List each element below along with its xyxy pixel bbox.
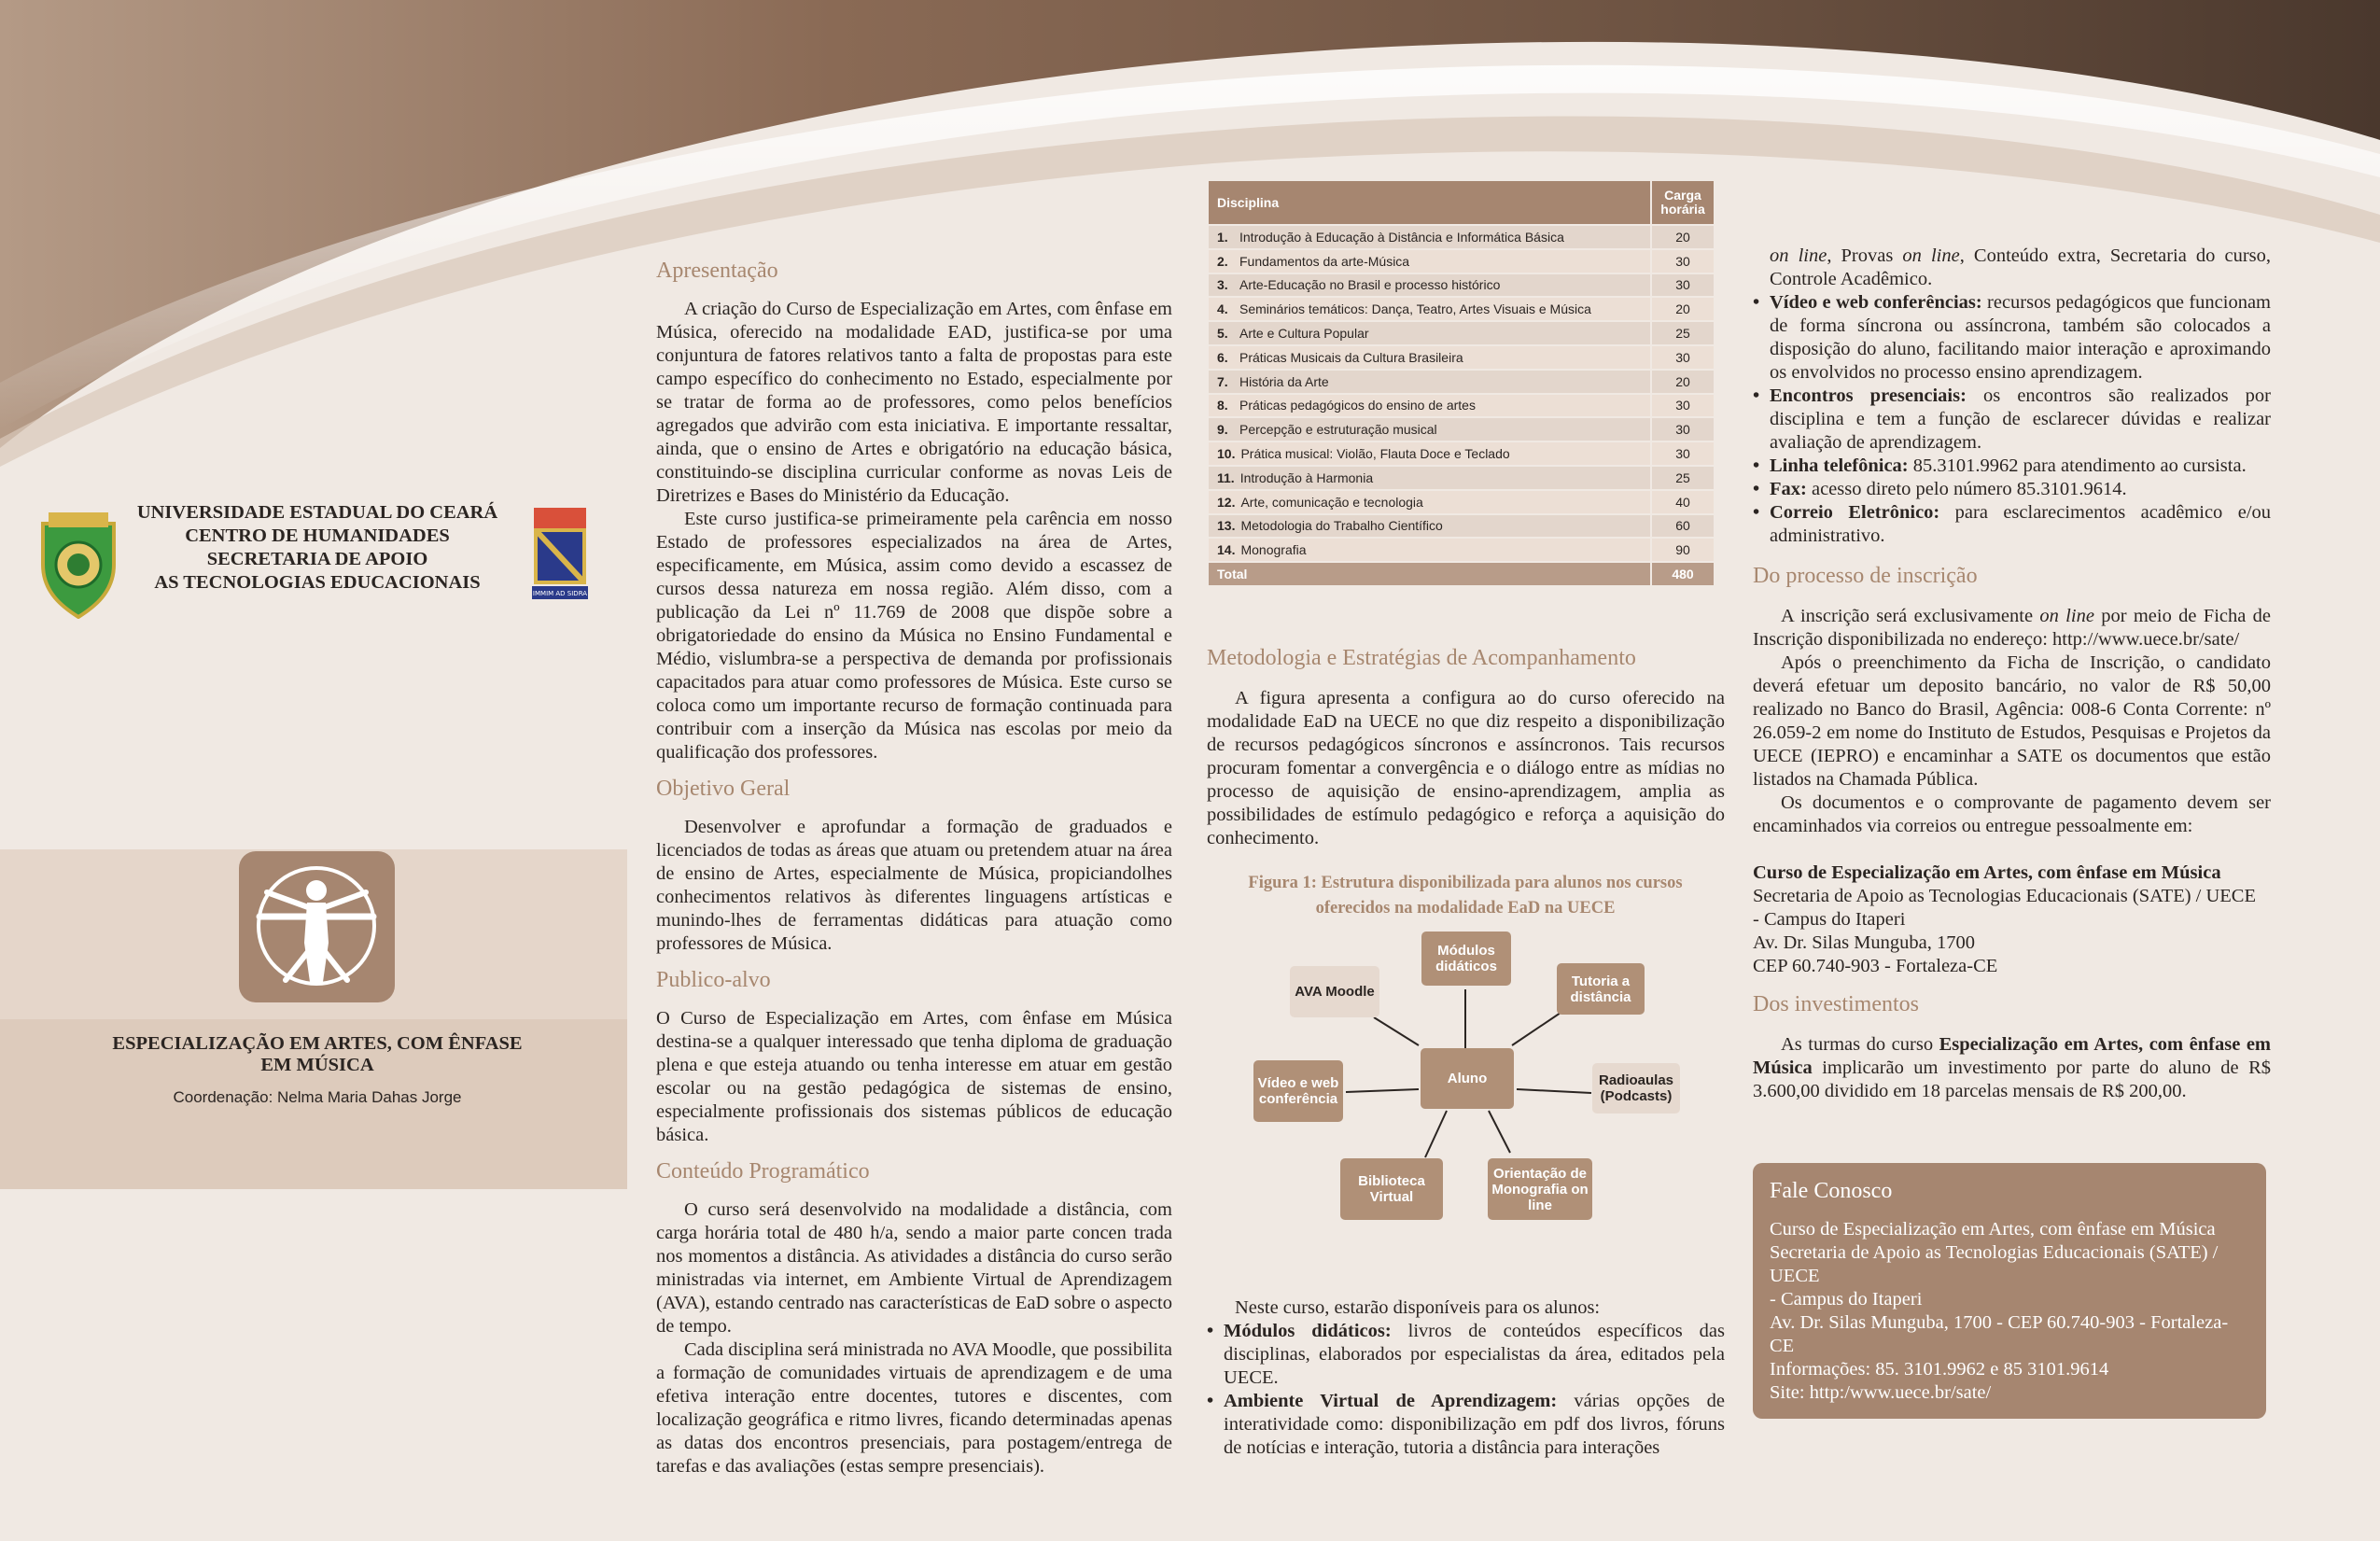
channel-label: Fax:: [1770, 479, 1807, 499]
discipline-cell: [1208, 490, 1651, 514]
mailing-address: [1753, 862, 2271, 978]
node-video-conferencia: Vídeo e web conferência: [1253, 1060, 1343, 1122]
contact-phone-value: 85. 3101.9962 e 85 3101.9614: [1870, 1359, 2109, 1380]
discipline-hours: 30: [1651, 394, 1715, 418]
table-row: [1208, 370, 1715, 394]
table-body: [1208, 225, 1715, 586]
node-radioaulas: Radioaulas (Podcasts): [1592, 1063, 1680, 1114]
resource-text-modulos: livros de conteúdos específicos das disciplinas, elaborados por especialistas da área, editados pela UECE.: [1224, 1321, 1726, 1388]
discipline-hours: 25: [1651, 466, 1715, 490]
discipline-hours: 40: [1651, 490, 1715, 514]
coordination-text: Coordenação: Nelma Maria Dahas Jorge: [173, 1088, 462, 1106]
discipline-hours: 20: [1651, 297, 1715, 321]
channel-text: recursos pedagógicos que funcionam de forma síncrona ou assíncrona, também são colocados a disposição do aluno, facilitando maior interação e aproximando os envolvidos no processo ensino aprendizagem.: [1770, 292, 2272, 383]
table-row: [1208, 273, 1715, 298]
connector-radio: [1517, 1089, 1591, 1093]
figure-caption-line-1: Figura 1: Estrutura disponibilizada para alunos nos cursos: [1248, 874, 1683, 892]
list-item: [1753, 478, 2271, 501]
heading-objetivo: Objetivo Geral: [656, 777, 791, 801]
list-item: [1207, 1320, 1725, 1390]
brasao-motto: IMMIM AD SIDRA: [532, 590, 588, 597]
column-3: [1753, 245, 2271, 1103]
list-item: [1207, 1390, 1725, 1460]
discipline-cell: [1208, 345, 1651, 370]
table-row: [1208, 538, 1715, 562]
university-line-4: AS TECNOLOGIAS EDUCACIONAIS: [154, 572, 481, 593]
cont-online-2: on line: [1902, 245, 1960, 266]
discipline-number: 7.: [1217, 373, 1228, 389]
total-value: 480: [1651, 562, 1715, 586]
table-row: [1208, 249, 1715, 273]
discipline-cell: [1208, 538, 1651, 562]
apresentacao-p2: Este curso justifica-se primeiramente pela carência em nosso Estado de professores especializados na área de Artes, especificamente, em Música, assim como devido a escassez de cursos dessa natureza em nossa região. Além disso, com a publicação da Lei nº 11.769 de 2008 que dispõe sobre a obrigatoriedade do ensino da Música no Ensino Fundamental e Médio, vislumbra-se a perspectiva de demanda por profissionais capacitados para atuar como professores de Música. Este curso se coloca como um importante recurso de formação continuada para contribuir com a inserção da Música nas escolas por meio da qualificação dos professores.: [656, 509, 1172, 763]
cont-text-2: , Conteúdo extra, Secretaria do curso, Controle Acadêmico.: [1770, 245, 2272, 289]
table-row: [1208, 441, 1715, 466]
discipline-hours: 30: [1651, 345, 1715, 370]
table-row: [1208, 394, 1715, 418]
discipline-hours: 30: [1651, 249, 1715, 273]
contact-line-4: - Campus do Itaperi: [1770, 1289, 1923, 1310]
contact-channels-list: [1753, 291, 2271, 548]
contact-box: [1753, 1163, 2266, 1419]
contact-line-3: UECE: [1770, 1266, 1820, 1286]
address-title: Curso de Especialização em Artes, com ênfase em Música: [1753, 862, 2221, 883]
discipline-hours: 20: [1651, 370, 1715, 394]
column-1: [656, 259, 1172, 1478]
discipline-cell: [1208, 321, 1651, 345]
address-line-4: CEP 60.740-903 - Fortaleza-CE: [1753, 956, 1998, 976]
channel-text: os encontros são realizados por disciplina e tem a função de esclarecer dúvidas e realizar avaliação de aprendizagem.: [1770, 385, 2271, 453]
discipline-number: 1.: [1217, 229, 1228, 245]
discipline-number: 3.: [1217, 277, 1228, 293]
contact-phone-label: Informações:: [1770, 1359, 1871, 1380]
inscricao-p3: Os documentos e o comprovante de pagamento devem ser encaminhados via correios ou entregue pessoalmente em:: [1753, 792, 2271, 836]
figure-caption-line-2: oferecidos na modalidade EaD na UECE: [1315, 899, 1616, 918]
table-row: [1208, 345, 1715, 370]
connector-orientacao: [1489, 1111, 1510, 1153]
discipline-number: 2.: [1217, 253, 1228, 269]
connector-ava: [1374, 1017, 1419, 1045]
invest-course: Especialização em Artes, com ênfase em Música: [1753, 1034, 2271, 1078]
invest-c: implicarão um investimento por parte do aluno de R$ 3.600,00 dividido em 18 parcelas mensais de R$ 200,00.: [1753, 1058, 2271, 1101]
table-header-carga: Carga horária: [1651, 180, 1715, 225]
university-line-2: CENTRO DE HUMANIDADES: [185, 525, 450, 546]
heading-apresentacao: Apresentação: [656, 259, 778, 283]
discipline-hours: 90: [1651, 538, 1715, 562]
specialization-title: [93, 1033, 541, 1076]
channel-label: Vídeo e web conferências:: [1770, 292, 1982, 313]
university-name: [131, 501, 504, 595]
uece-crest-icon: [35, 507, 121, 619]
discipline-number: 6.: [1217, 349, 1228, 365]
discipline-name: História da Arte: [1239, 373, 1329, 389]
discipline-name: Metodologia do Trabalho Científico: [1240, 518, 1443, 534]
channel-label: Correio Eletrônico:: [1770, 502, 1940, 523]
brasao-icon: [525, 504, 595, 609]
discipline-cell: [1208, 441, 1651, 466]
discipline-name: Prática musical: Violão, Flauta Doce e Teclado: [1240, 446, 1510, 462]
discipline-name: Práticas pedagógicos do ensino de artes: [1239, 398, 1476, 413]
channel-text: para esclarecimentos acadêmico e/ou administrativo.: [1770, 502, 2271, 546]
discipline-hours: 30: [1651, 441, 1715, 466]
discipline-name: Arte, comunicação e tecnologia: [1240, 494, 1423, 510]
node-aluno: Aluno: [1421, 1048, 1514, 1109]
invest-a: As turmas do curso: [1781, 1034, 1939, 1055]
discipline-hours: 20: [1651, 225, 1715, 249]
discipline-cell: [1208, 514, 1651, 539]
discipline-name: Práticas Musicais da Cultura Brasileira: [1239, 349, 1463, 365]
heading-metodologia: Metodologia e Estratégias de Acompanhamento: [1207, 646, 1636, 670]
inscricao-p1-a: A inscrição será exclusivamente: [1781, 606, 2040, 626]
publico-p1: O Curso de Especialização em Artes, com ênfase em Música destina-se a qualquer interessado que tenha diploma de graduação plena e que esteja atuando ou tenha interesse em atuar em gestão escolar ou na gestão pedagógica de sistemas de ensino, especialmente profissionais dos sistemas públicos de educação básica.: [656, 1008, 1172, 1145]
objetivo-p1: Desenvolver e aprofundar a formação de graduados e licenciados de todas as áreas que atuam ou pretendem atuar na área de ensino de Artes, especialmente de Música, propiciandolhes conhecimentos relativos às diferentes linguagens artísticas e munindo-lhes de ferramentas didáticas para atuação como professores de Música.: [656, 817, 1172, 954]
conteudo-p1: O curso será desenvolvido na modalidade a distância, com carga horária total de 480 h/a, sendo a maior parte concen trada nos momentos a distância. As atividades a distância do curso serão ministradas via internet, em Ambiente Virtual de Aprendizagem (AVA), estando centrado nas características de EaD sobre o aspecto de tempo.: [656, 1199, 1172, 1337]
inscricao-p2: Após o preenchimento da Ficha de Inscrição, o candidato deverá efetuar um deposito bancário, no valor de R$ 50,00 realizado no Banco do Brasil, Agência: 008-6 Conta Corrente: nº 26.059-2 em nome do Instituto de Estudos, Pesquisas e Projetos da UECE (IEPRO) e encaminhar a SATE os documentos que estão listados na Chamada Pública.: [1753, 652, 2271, 790]
contact-title: Fale Conosco: [1770, 1179, 1893, 1203]
inscricao-p1-c: por meio de Ficha de Inscrição disponibilizada no endereço: http://www.uece.br/sate/: [1753, 606, 2271, 650]
address-line-3: Av. Dr. Silas Munguba, 1700: [1753, 932, 1976, 953]
connector-biblioteca: [1425, 1111, 1447, 1157]
discipline-name: Arte-Educação no Brasil e processo histórico: [1239, 277, 1501, 293]
discipline-hours: 25: [1651, 321, 1715, 345]
resource-text-ava: várias opções de interatividade como: disponibilização em pdf dos livros, fóruns de notícias e interação, tutoria a distância para interações: [1224, 1391, 1725, 1458]
student-resources-diagram: [1204, 929, 1717, 1237]
contact-line-1: Curso de Especialização em Artes, com ênfase em Música: [1770, 1219, 2216, 1240]
connector-tutoria: [1512, 1011, 1563, 1045]
discipline-cell: [1208, 297, 1651, 321]
column-2-methodology: [1207, 647, 1725, 850]
node-orientacao: Orientação de Monografia on line: [1488, 1158, 1592, 1220]
table-row: [1208, 297, 1715, 321]
node-modulos-didaticos: Módulos didáticos: [1421, 932, 1511, 986]
table-total-row: [1208, 562, 1715, 586]
discipline-name: Seminários temáticos: Dança, Teatro, Artes Visuais e Música: [1239, 301, 1591, 317]
discipline-cell: [1208, 249, 1651, 273]
table-row: [1208, 225, 1715, 249]
total-label: Total: [1208, 562, 1651, 586]
column-2-resources: [1207, 1296, 1725, 1460]
channel-label: Encontros presenciais:: [1770, 385, 1967, 406]
connector-video: [1346, 1089, 1419, 1092]
investimentos-p1: [1753, 1033, 2271, 1103]
discipline-number: 10.: [1217, 446, 1236, 462]
discipline-number: 13.: [1217, 518, 1236, 534]
heading-publico: Publico-alvo: [656, 968, 771, 992]
conteudo-p2: Cada disciplina será ministrada no AVA Moodle, que possibilita a formação de comunidades virtuais de aprendizagem e de uma efetiva interação entre docentes, tutores e discentes, com localização geográfica e ritmo livres, ficando determinadas apenas as datas dos encontros presenciais, para postagem/entrega de tarefas e das avaliações (estas sempre presenciais).: [656, 1339, 1172, 1477]
ava-continuation: [1753, 245, 2271, 291]
discipline-cell: [1208, 370, 1651, 394]
discipline-name: Arte e Cultura Popular: [1239, 326, 1369, 342]
discipline-name: Percepção e estruturação musical: [1239, 422, 1437, 438]
contact-phone: [1770, 1358, 2249, 1381]
table-header-disciplina: Disciplina: [1208, 180, 1651, 225]
channel-label: Linha telefônica:: [1770, 455, 1909, 476]
address-line-2: - Campus do Itaperi: [1753, 909, 1906, 930]
discipline-number: 14.: [1217, 542, 1236, 558]
discipline-number: 5.: [1217, 326, 1228, 342]
university-line-1: UNIVERSIDADE ESTADUAL DO CEARÁ: [136, 502, 498, 523]
heading-conteudo: Conteúdo Programático: [656, 1159, 870, 1184]
cont-online-1: on line: [1770, 245, 1827, 266]
node-biblioteca: Biblioteca Virtual: [1340, 1158, 1443, 1220]
disciplines-table: [1207, 179, 1715, 587]
contact-site-label: Site:: [1770, 1382, 1805, 1403]
apresentacao-p1: A criação do Curso de Especialização em Artes, com ênfase em Música, oferecido na modalidade EAD, justifica-se por uma conjuntura de fatores relativos tanto a falta de propostas para este campo específico do conhecimento no Estado, especialmente por se tratar de forma ao de professores, como pelos benefícios agregados que advirão com esta iniciativa. E importante ressaltar, ainda, que o ensino de Artes e obrigatório na educação básica, constituindo-se disciplina curricular conforme as novas Leis de Diretrizes e Bases do Ministério da Educação.: [656, 299, 1172, 506]
contact-line-2: Secretaria de Apoio as Tecnologias Educacionais (SATE) /: [1770, 1242, 2219, 1263]
discipline-number: 11.: [1217, 469, 1235, 485]
table-row: [1208, 321, 1715, 345]
university-line-3: SECRETARIA DE APOIO: [206, 549, 428, 569]
node-ava-moodle: AVA Moodle: [1290, 966, 1379, 1017]
figure-caption: [1213, 871, 1717, 921]
contact-site[interactable]: [1770, 1381, 2249, 1405]
list-item: [1753, 385, 2271, 455]
discipline-name: Monografia: [1240, 542, 1307, 558]
discipline-cell: [1208, 394, 1651, 418]
heading-investimentos: Dos investimentos: [1753, 992, 1919, 1016]
node-tutoria: Tutoria a distância: [1557, 963, 1645, 1015]
resources-intro: Neste curso, estarão disponíveis para os alunos:: [1235, 1297, 1601, 1318]
discipline-cell: [1208, 225, 1651, 249]
heading-inscricao: Do processo de inscrição: [1753, 564, 1978, 588]
spec-title-line-2: EM MÚSICA: [260, 1055, 374, 1075]
table-row: [1208, 514, 1715, 539]
discipline-number: 12.: [1217, 494, 1236, 510]
table-row: [1208, 466, 1715, 490]
cont-text-1: , Provas: [1827, 245, 1903, 266]
discipline-name: Introdução à Harmonia: [1239, 469, 1374, 485]
resource-label-modulos: Módulos didáticos:: [1224, 1321, 1392, 1341]
discipline-number: 4.: [1217, 301, 1228, 317]
channel-text: 85.3101.9962 para atendimento ao cursista.: [1908, 455, 2247, 476]
discipline-cell: [1208, 417, 1651, 441]
contact-site-link[interactable]: http:/www.uece.br/sate/: [1804, 1382, 1992, 1403]
resource-label-ava: Ambiente Virtual de Aprendizagem:: [1224, 1391, 1558, 1411]
resources-list: [1207, 1320, 1725, 1460]
list-item: [1753, 291, 2271, 385]
specialization-band: [0, 849, 627, 1189]
discipline-hours: 60: [1651, 514, 1715, 539]
channel-text: acesso direto pelo número 85.3101.9614.: [1806, 479, 2127, 499]
discipline-number: 8.: [1217, 398, 1228, 413]
contact-line-5: Av. Dr. Silas Munguba, 1700 - CEP 60.740-903 - Fortaleza-CE: [1770, 1312, 2229, 1356]
table-row: [1208, 490, 1715, 514]
inscricao-p1: [1753, 605, 2271, 651]
table-row: [1208, 417, 1715, 441]
spec-title-line-1: ESPECIALIZAÇÃO EM ARTES, COM ÊNFASE: [112, 1033, 523, 1054]
discipline-name: Fundamentos da arte-Música: [1239, 253, 1410, 269]
metodologia-p1: A figura apresenta a configura ao do curso oferecido na modalidade EaD na UECE no que diz respeito a disponibilização de recursos pedagógicos síncronos e assíncronos. Tais recursos procuram fomentar a convergência e o diálogo entre as mídias no processo de aquisição de ensino-aprendizagem, amplia as possibilidades de estímulo pedagógico e reforça a aquisição do conhecimento.: [1207, 688, 1725, 848]
vitruvian-man-icon: [239, 851, 395, 1002]
discipline-cell: [1208, 466, 1651, 490]
discipline-number: 9.: [1217, 422, 1228, 438]
discipline-hours: 30: [1651, 273, 1715, 298]
discipline-cell: [1208, 273, 1651, 298]
address-line-1: Secretaria de Apoio as Tecnologias Educacionais (SATE) / UECE: [1753, 886, 2257, 906]
inscricao-p1-online: on line: [2039, 606, 2094, 626]
list-item: [1753, 455, 2271, 478]
discipline-hours: 30: [1651, 417, 1715, 441]
list-item: [1753, 501, 2271, 548]
discipline-name: Introdução à Educação à Distância e Informática Básica: [1239, 229, 1564, 245]
